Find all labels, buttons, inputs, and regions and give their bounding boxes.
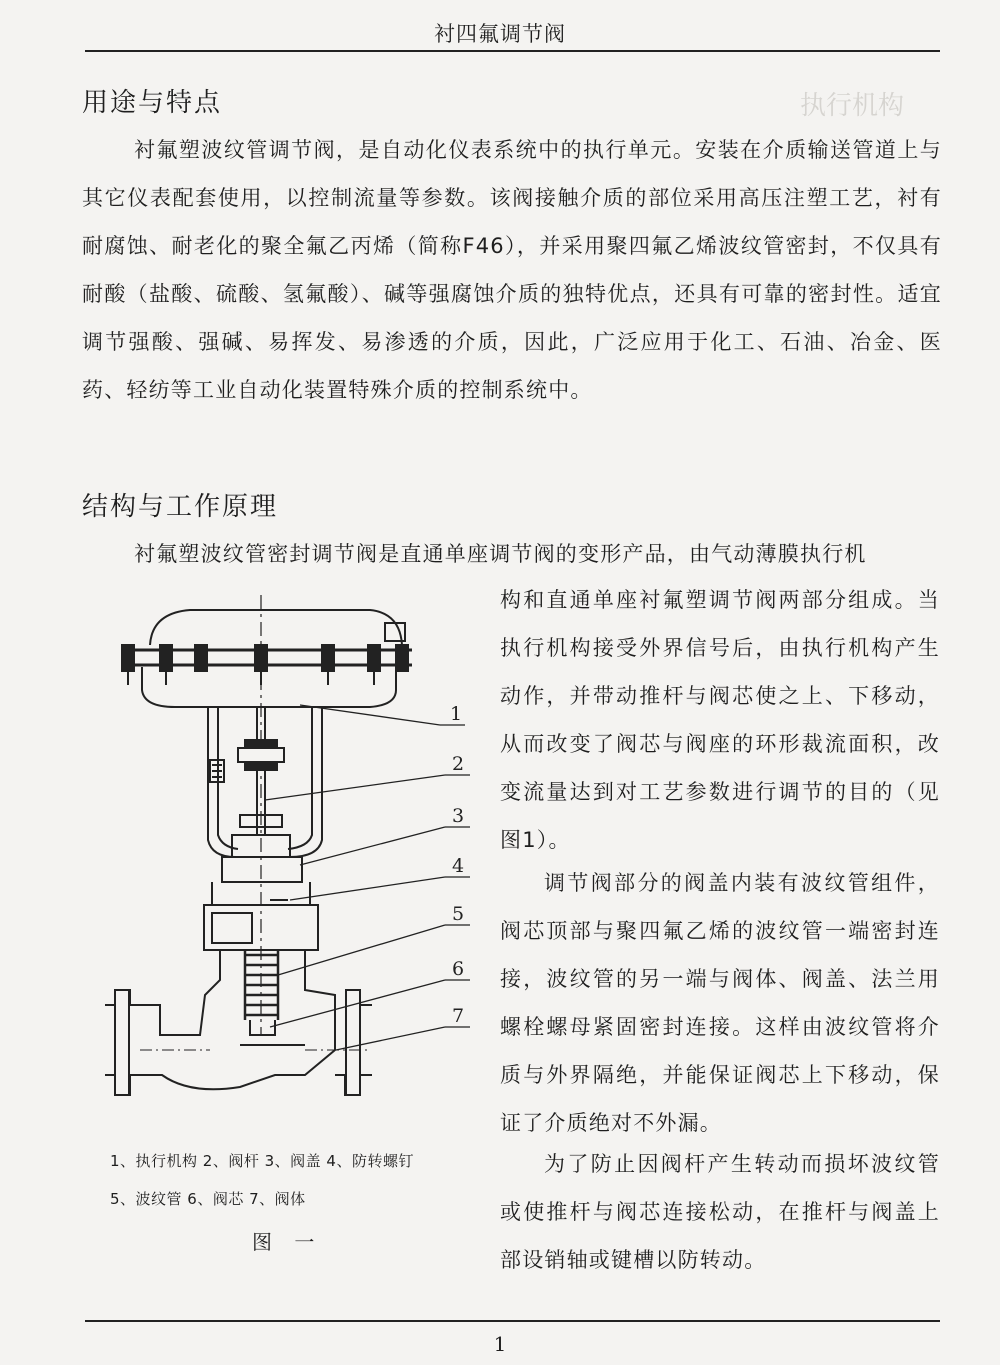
- page-number: 1: [493, 1332, 507, 1356]
- section-heading-usage: 用途与特点: [82, 88, 223, 118]
- bleed-through-text: 执行机构: [800, 91, 905, 121]
- callout-number: 3: [452, 805, 465, 827]
- usage-paragraph: 衬氟塑波纹管调节阀，是自动化仪表系统中的执行单元。安装在介质输送管道上与其它仪表配套使用，以控制流量等参数。该阀接触介质的部位采用高压注塑工艺，衬有耐腐蚀、耐老化的聚全氟乙丙烯（简称F46），并采用聚四氟乙烯波纹管密封，不仅具有耐酸（盐酸、硫酸、氢氟酸）、碱等强腐蚀介质的独特优点，还具有可靠的密封性。适宜调节强酸、强碱、易挥发、易渗透的介质，因此，广泛应用于化工、石油、冶金、医药、轻纺等工业自动化装置特殊介质的控制系统中。: [82, 138, 942, 402]
- bellows-paragraph: 调节阀部分的阀盖内装有波纹管组件，阀芯顶部与聚四氟乙烯的波纹管一端密封连接，波纹管的另一端与阀体、阀盖、法兰用螺栓螺母紧固密封连接。这样由波纹管将介质与外界隔绝，并能保证阀芯上下移动，保证了介质绝对不外漏。: [500, 871, 940, 1135]
- callout-number: 1: [450, 703, 463, 725]
- structure-paragraph-first-line: 衬氟塑波纹管密封调节阀是直通单座调节阀的变形产品，由气动薄膜执行机: [134, 542, 867, 566]
- figure-caption-line1: 1、执行机构 2、阀杆 3、阀盖 4、防转螺钉: [110, 1152, 414, 1170]
- valve-cross-section-figure: [100, 595, 480, 1135]
- figure-label: 图 一: [252, 1230, 323, 1254]
- callout-number: 6: [452, 958, 465, 980]
- callout-number: 7: [452, 1005, 465, 1027]
- stem-assembly: [232, 707, 290, 857]
- callout-number: 5: [452, 903, 465, 925]
- anti-rotation-paragraph: 为了防止因阀杆产生转动而损坏波纹管或使推杆与阀芯连接松动，在推杆与阀盖上部设销轴或键槽以防转动。: [500, 1152, 940, 1272]
- callout-number: 4: [452, 855, 465, 877]
- valve-body: [105, 950, 372, 1095]
- actuator-housing: [122, 610, 412, 707]
- section-heading-structure: 结构与工作原理: [82, 492, 279, 522]
- footer-rule: [85, 1320, 940, 1322]
- callout-leaders: [265, 705, 470, 1050]
- figure-caption-line2: 5、波纹管 6、阀芯 7、阀体: [110, 1190, 306, 1208]
- callout-number: 2: [452, 753, 465, 775]
- running-header: 衬四氟调节阀: [434, 22, 566, 46]
- structure-paragraph-continued: 构和直通单座衬氟塑调节阀两部分组成。当执行机构接受外界信号后，由执行机构产生动作，并带动推杆与阀芯使之上、下移动，从而改变了阀芯与阀座的环形裁流面积，改变流量达到对工艺参数进行调节的目的（见图1）。: [500, 588, 940, 852]
- header-rule: [85, 50, 940, 52]
- callout-numbers: [450, 703, 464, 1027]
